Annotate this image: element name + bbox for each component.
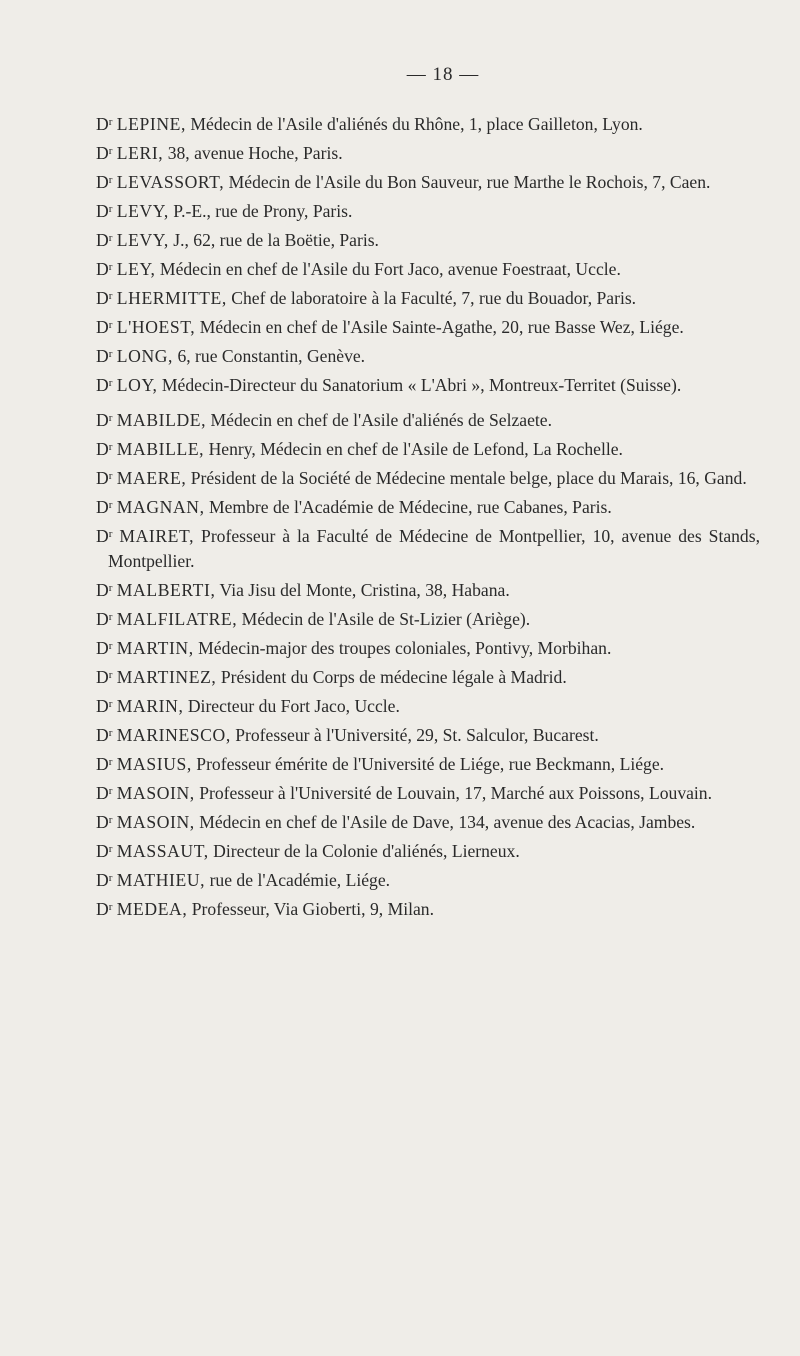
- list-item: [96, 897, 760, 922]
- member-name: MAERE,: [116, 468, 187, 488]
- title-superscript: r: [108, 698, 113, 710]
- member-name: LEVY,: [116, 201, 169, 221]
- doctor-title: [96, 870, 112, 890]
- member-name: MARTINEZ,: [116, 667, 217, 687]
- title-prefix: D: [96, 580, 109, 600]
- list-item: [96, 170, 760, 195]
- list-item: [96, 636, 760, 661]
- title-prefix: D: [96, 609, 109, 629]
- list-item: [96, 752, 760, 777]
- title-superscript: r: [108, 290, 113, 302]
- doctor-title: [96, 346, 112, 366]
- member-name: LEVY,: [116, 230, 169, 250]
- member-details: P.-E., rue de Prony, Paris.: [168, 201, 353, 221]
- title-superscript: r: [108, 203, 113, 215]
- title-prefix: D: [96, 439, 109, 459]
- title-superscript: r: [108, 901, 113, 913]
- doctor-title: [96, 143, 112, 163]
- member-details: Médecin en chef de l'Asile de Dave, 134, avenue des Acacias, Jambes.: [194, 812, 696, 832]
- member-details: Chef de laboratoire à la Faculté, 7, rue du Bouador, Paris.: [226, 288, 637, 308]
- member-name: MALBERTI,: [116, 580, 216, 600]
- title-superscript: r: [108, 348, 113, 360]
- doctor-title: [96, 114, 112, 134]
- list-item: [96, 141, 760, 166]
- list-item: [96, 286, 760, 311]
- doctor-title: [96, 317, 112, 337]
- member-name: MABILDE,: [116, 410, 207, 430]
- title-prefix: D: [96, 841, 109, 861]
- member-details: Membre de l'Académie de Médecine, rue Cabanes, Paris.: [204, 497, 612, 517]
- title-prefix: D: [96, 259, 109, 279]
- member-list: [96, 112, 760, 922]
- member-details: Médecin de l'Asile d'aliénés du Rhône, 1, place Gailleton, Lyon.: [186, 114, 643, 134]
- member-name: MEDEA,: [116, 899, 188, 919]
- list-item: [96, 578, 760, 603]
- member-name: MABILLE,: [116, 439, 205, 459]
- doctor-title: [96, 497, 112, 517]
- title-prefix: D: [96, 375, 109, 395]
- title-superscript: r: [108, 232, 113, 244]
- member-details: Professeur, Via Gioberti, 9, Milan.: [187, 899, 434, 919]
- title-superscript: r: [108, 261, 113, 273]
- doctor-title: [96, 754, 112, 774]
- title-superscript: r: [108, 843, 113, 855]
- member-details: Médecin en chef de l'Asile Sainte-Agathe, 20, rue Basse Wez, Liége.: [195, 317, 684, 337]
- title-superscript: r: [108, 412, 113, 424]
- title-superscript: r: [108, 814, 113, 826]
- doctor-title: [96, 725, 112, 745]
- member-details: Médecin-Directeur du Sanatorium « L'Abri », Montreux-Territet (Suisse).: [157, 375, 682, 395]
- list-item: [96, 112, 760, 137]
- title-superscript: r: [108, 785, 113, 797]
- member-details: Président du Corps de médecine légale à Madrid.: [216, 667, 567, 687]
- list-item: [96, 524, 760, 574]
- doctor-title: [96, 638, 112, 658]
- doctor-title: [96, 375, 112, 395]
- member-name: MATHIEU,: [116, 870, 206, 890]
- member-details: Médecin en chef de l'Asile du Fort Jaco, avenue Foestraat, Uccle.: [155, 259, 621, 279]
- title-superscript: r: [108, 145, 113, 157]
- title-prefix: D: [96, 143, 109, 163]
- doctor-title: [96, 172, 112, 192]
- title-superscript: r: [108, 669, 113, 681]
- title-superscript: r: [108, 528, 113, 540]
- title-superscript: r: [108, 174, 113, 186]
- page-number: — 18 —: [406, 64, 480, 85]
- member-name: MAIRET,: [119, 526, 195, 546]
- title-superscript: r: [108, 582, 113, 594]
- title-prefix: D: [96, 172, 109, 192]
- title-prefix: D: [96, 870, 109, 890]
- title-prefix: D: [96, 526, 109, 546]
- list-item: [96, 315, 760, 340]
- title-prefix: D: [96, 230, 109, 250]
- member-name: MASOIN,: [116, 812, 195, 832]
- member-name: MALFILATRE,: [116, 609, 238, 629]
- member-name: LONG,: [116, 346, 174, 366]
- member-name: LHERMITTE,: [116, 288, 227, 308]
- title-superscript: r: [108, 872, 113, 884]
- list-item: [96, 868, 760, 893]
- doctor-title: [96, 580, 112, 600]
- list-item: [96, 781, 760, 806]
- list-item: [96, 257, 760, 282]
- member-name: LEVASSORT,: [116, 172, 225, 192]
- doctor-title: [96, 288, 112, 308]
- title-superscript: r: [108, 727, 113, 739]
- member-name: LEPINE,: [116, 114, 186, 134]
- title-superscript: r: [108, 116, 113, 128]
- list-item: [96, 495, 760, 520]
- member-details: 6, rue Constantin, Genève.: [173, 346, 366, 366]
- doctor-title: [96, 259, 112, 279]
- doctor-title: [96, 609, 112, 629]
- doctor-title: [96, 667, 112, 687]
- title-superscript: r: [108, 640, 113, 652]
- member-details: Via Jisu del Monte, Cristina, 38, Habana.: [215, 580, 510, 600]
- title-prefix: D: [96, 201, 109, 221]
- title-superscript: r: [108, 319, 113, 331]
- member-details: rue de l'Académie, Liége.: [205, 870, 391, 890]
- list-item: [96, 839, 760, 864]
- member-details: Président de la Société de Médecine mentale belge, place du Marais, 16, Gand.: [186, 468, 747, 488]
- title-prefix: D: [96, 497, 109, 517]
- doctor-title: [96, 899, 112, 919]
- member-details: Professeur à la Faculté de Médecine de Montpellier, 10, avenue des Stands, Montpellier.: [108, 526, 760, 571]
- title-prefix: D: [96, 346, 109, 366]
- list-item: [96, 665, 760, 690]
- member-details: Henry, Médecin en chef de l'Asile de Lefond, La Rochelle.: [204, 439, 623, 459]
- member-details: Médecin de l'Asile de St-Lizier (Ariège).: [237, 609, 531, 629]
- title-prefix: D: [96, 696, 109, 716]
- list-item: [96, 607, 760, 632]
- doctor-title: [96, 696, 112, 716]
- member-name: LEY,: [116, 259, 156, 279]
- list-item: [96, 466, 760, 491]
- title-prefix: D: [96, 783, 109, 803]
- member-details: Professeur à l'Université, 29, St. Salculor, Bucarest.: [230, 725, 599, 745]
- doctor-title: [96, 201, 112, 221]
- doctor-title: [96, 783, 112, 803]
- title-prefix: D: [96, 114, 109, 134]
- title-prefix: D: [96, 638, 109, 658]
- doctor-title: [96, 841, 112, 861]
- member-details: Professeur à l'Université de Louvain, 17, Marché aux Poissons, Louvain.: [194, 783, 713, 803]
- list-item: [96, 228, 760, 253]
- doctor-title: [96, 812, 112, 832]
- list-item: [96, 810, 760, 835]
- member-name: MARIN,: [116, 696, 184, 716]
- title-superscript: r: [108, 470, 113, 482]
- member-details: Médecin-major des troupes coloniales, Pontivy, Morbihan.: [193, 638, 612, 658]
- member-name: MASSAUT,: [116, 841, 209, 861]
- title-prefix: D: [96, 754, 109, 774]
- doctor-title: [96, 230, 112, 250]
- member-name: LOY,: [116, 375, 158, 395]
- list-item: [96, 344, 760, 369]
- member-name: MASIUS,: [116, 754, 192, 774]
- title-prefix: D: [96, 812, 109, 832]
- title-superscript: r: [108, 377, 113, 389]
- doctor-title: [96, 410, 112, 430]
- member-details: J., 62, rue de la Boëtie, Paris.: [168, 230, 379, 250]
- title-prefix: D: [96, 725, 109, 745]
- member-name: MAGNAN,: [116, 497, 205, 517]
- member-name: MARTIN,: [116, 638, 194, 658]
- member-details: Directeur de la Colonie d'aliénés, Lierneux.: [208, 841, 520, 861]
- member-details: 38, avenue Hoche, Paris.: [163, 143, 343, 163]
- member-name: LERI,: [116, 143, 164, 163]
- title-prefix: D: [96, 667, 109, 687]
- title-prefix: D: [96, 288, 109, 308]
- title-prefix: D: [96, 317, 109, 337]
- title-superscript: r: [108, 756, 113, 768]
- member-name: MASOIN,: [116, 783, 195, 803]
- list-item: [96, 408, 760, 433]
- member-name: L'HOEST,: [116, 317, 196, 337]
- title-superscript: r: [108, 441, 113, 453]
- member-details: Directeur du Fort Jaco, Uccle.: [183, 696, 400, 716]
- title-prefix: D: [96, 899, 109, 919]
- member-details: Médecin de l'Asile du Bon Sauveur, rue Marthe le Rochois, 7, Caen.: [224, 172, 711, 192]
- title-superscript: r: [108, 611, 113, 623]
- list-item: [96, 373, 760, 398]
- member-details: Professeur émérite de l'Université de Liége, rue Beckmann, Liége.: [191, 754, 665, 774]
- title-prefix: D: [96, 468, 109, 488]
- member-name: MARINESCO,: [116, 725, 231, 745]
- doctor-title: [96, 468, 112, 488]
- doctor-title: [96, 526, 112, 546]
- title-superscript: r: [108, 499, 113, 511]
- list-item: [96, 437, 760, 462]
- title-prefix: D: [96, 410, 109, 430]
- list-item: [96, 199, 760, 224]
- list-item: [96, 723, 760, 748]
- doctor-title: [96, 439, 112, 459]
- member-details: Médecin en chef de l'Asile d'aliénés de Selzaete.: [206, 410, 552, 430]
- list-item: [96, 694, 760, 719]
